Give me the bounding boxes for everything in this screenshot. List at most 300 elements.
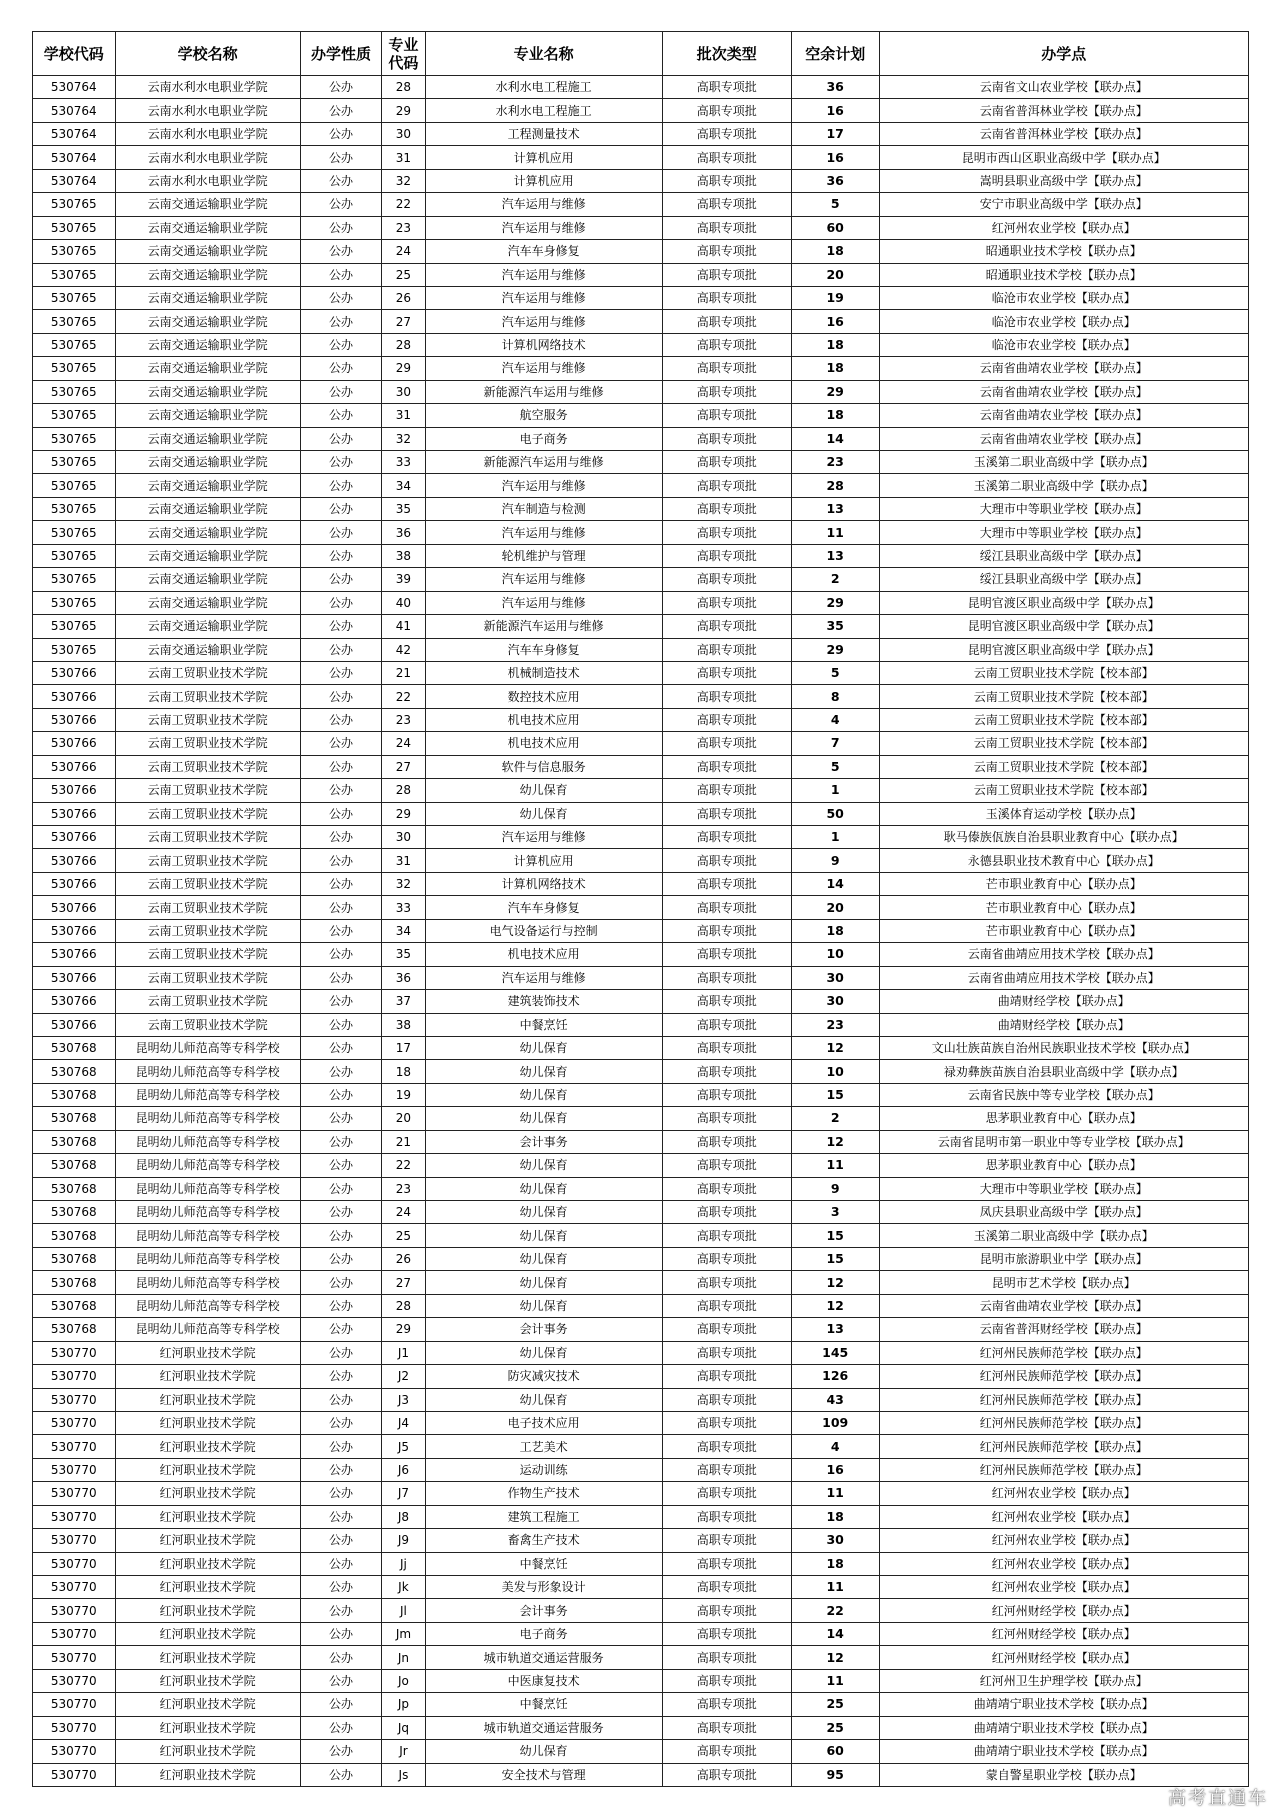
table-row [33,1365,1249,1388]
cell-vacancy: 20 [791,896,879,919]
cell-major-code: 42 [382,638,425,661]
cell-school-code: 530768 [33,1247,116,1270]
cell-campus: 云南工贸职业技术学院【校本部】 [879,779,1248,802]
table-row [33,1458,1249,1481]
table-header-row [33,32,1249,76]
cell-campus: 曲靖靖宁职业技术学校【联办点】 [879,1693,1248,1716]
table-row [33,1552,1249,1575]
cell-school-code: 530770 [33,1552,116,1575]
cell-batch: 高职专项批 [662,310,791,333]
cell-vacancy: 18 [791,1552,879,1575]
cell-school-name: 云南交通运输职业学院 [115,380,300,403]
cell-nature: 公办 [300,497,381,520]
cell-school-code: 530766 [33,943,116,966]
cell-vacancy: 29 [791,380,879,403]
cell-school-name: 昆明幼儿师范高等专科学校 [115,1271,300,1294]
cell-major-name: 计算机应用 [425,146,662,169]
cell-major-name: 轮机维护与管理 [425,544,662,567]
cell-major-code: 29 [382,1318,425,1341]
cell-vacancy: 15 [791,1224,879,1247]
cell-vacancy: 12 [791,1036,879,1059]
cell-school-code: 530765 [33,497,116,520]
cell-major-name: 运动训练 [425,1458,662,1481]
cell-school-name: 云南交通运输职业学院 [115,591,300,614]
cell-major-code: 27 [382,1271,425,1294]
cell-major-code: Jp [382,1693,425,1716]
table-row [33,1693,1249,1716]
table-row [33,1271,1249,1294]
table-row [33,802,1249,825]
cell-batch: 高职专项批 [662,1388,791,1411]
cell-nature: 公办 [300,1482,381,1505]
cell-major-code: 37 [382,990,425,1013]
cell-nature: 公办 [300,1271,381,1294]
table-row [33,1318,1249,1341]
table-row [33,826,1249,849]
table-row [33,1130,1249,1153]
table-row [33,451,1249,474]
cell-nature: 公办 [300,474,381,497]
cell-school-name: 云南交通运输职业学院 [115,357,300,380]
table-row [33,263,1249,286]
cell-major-name: 计算机应用 [425,169,662,192]
cell-batch: 高职专项批 [662,1482,791,1505]
cell-campus: 云南省昆明市第一职业中等专业学校【联办点】 [879,1130,1248,1153]
cell-campus: 蒙自警星职业学校【联办点】 [879,1763,1248,1786]
cell-vacancy: 20 [791,263,879,286]
cell-vacancy: 145 [791,1341,879,1364]
cell-campus: 芒市职业教育中心【联办点】 [879,872,1248,895]
cell-school-code: 530770 [33,1365,116,1388]
table-row [33,146,1249,169]
cell-school-name: 云南工贸职业技术学院 [115,990,300,1013]
header-school-code: 学校代码 [33,32,116,76]
cell-major-code: 32 [382,872,425,895]
cell-campus: 云南工贸职业技术学院【校本部】 [879,661,1248,684]
cell-major-code: 27 [382,310,425,333]
cell-vacancy: 18 [791,357,879,380]
cell-batch: 高职专项批 [662,896,791,919]
table-row [33,568,1249,591]
cell-vacancy: 13 [791,544,879,567]
cell-major-name: 汽车运用与维修 [425,591,662,614]
cell-vacancy: 7 [791,732,879,755]
cell-vacancy: 35 [791,615,879,638]
cell-vacancy: 12 [791,1646,879,1669]
cell-major-code: 18 [382,1060,425,1083]
cell-campus: 昆明官渡区职业高级中学【联办点】 [879,591,1248,614]
cell-major-name: 汽车运用与维修 [425,286,662,309]
cell-school-code: 530768 [33,1083,116,1106]
cell-school-code: 530765 [33,404,116,427]
cell-school-code: 530765 [33,544,116,567]
table-row [33,427,1249,450]
cell-batch: 高职专项批 [662,1130,791,1153]
cell-batch: 高职专项批 [662,1107,791,1130]
cell-major-code: 29 [382,99,425,122]
cell-campus: 文山壮族苗族自治州民族职业技术学校【联办点】 [879,1036,1248,1059]
cell-batch: 高职专项批 [662,802,791,825]
cell-campus: 红河州民族师范学校【联办点】 [879,1458,1248,1481]
cell-batch: 高职专项批 [662,990,791,1013]
table-row [33,122,1249,145]
table-row [33,380,1249,403]
cell-major-code: 21 [382,661,425,684]
cell-batch: 高职专项批 [662,615,791,638]
table-row [33,1599,1249,1622]
cell-campus: 云南工贸职业技术学院【校本部】 [879,732,1248,755]
cell-nature: 公办 [300,872,381,895]
cell-school-name: 云南交通运输职业学院 [115,216,300,239]
cell-school-name: 云南交通运输职业学院 [115,474,300,497]
cell-batch: 高职专项批 [662,1060,791,1083]
cell-vacancy: 12 [791,1294,879,1317]
table-row [33,544,1249,567]
cell-major-name: 机械制造技术 [425,661,662,684]
cell-campus: 玉溪体育运动学校【联办点】 [879,802,1248,825]
cell-batch: 高职专项批 [662,427,791,450]
cell-batch: 高职专项批 [662,451,791,474]
cell-nature: 公办 [300,1599,381,1622]
table-row [33,1154,1249,1177]
cell-campus: 云南工贸职业技术学院【校本部】 [879,685,1248,708]
cell-batch: 高职专项批 [662,1458,791,1481]
cell-school-name: 红河职业技术学院 [115,1716,300,1739]
cell-major-code: 20 [382,1107,425,1130]
cell-school-name: 昆明幼儿师范高等专科学校 [115,1247,300,1270]
cell-nature: 公办 [300,263,381,286]
header-batch: 批次类型 [662,32,791,76]
cell-school-name: 云南交通运输职业学院 [115,310,300,333]
cell-school-name: 红河职业技术学院 [115,1388,300,1411]
cell-campus: 昭通职业技术学校【联办点】 [879,263,1248,286]
header-campus: 办学点 [879,32,1248,76]
header-major-code-line2: 代码 [388,53,419,72]
cell-campus: 云南省普洱林业学校【联办点】 [879,122,1248,145]
cell-school-name: 昆明幼儿师范高等专科学校 [115,1177,300,1200]
cell-campus: 临沧市农业学校【联办点】 [879,333,1248,356]
cell-major-code: J6 [382,1458,425,1481]
cell-school-name: 昆明幼儿师范高等专科学校 [115,1083,300,1106]
cell-school-code: 530765 [33,286,116,309]
table-row [33,732,1249,755]
cell-school-code: 530765 [33,474,116,497]
cell-school-name: 红河职业技术学院 [115,1529,300,1552]
cell-nature: 公办 [300,1740,381,1763]
cell-nature: 公办 [300,685,381,708]
cell-school-code: 530768 [33,1224,116,1247]
cell-major-name: 城市轨道交通运营服务 [425,1646,662,1669]
cell-batch: 高职专项批 [662,732,791,755]
cell-school-name: 云南交通运输职业学院 [115,638,300,661]
cell-vacancy: 109 [791,1411,879,1434]
cell-nature: 公办 [300,1083,381,1106]
cell-major-code: 35 [382,943,425,966]
table-row [33,1013,1249,1036]
cell-vacancy: 30 [791,990,879,1013]
table-row [33,1576,1249,1599]
cell-campus: 昭通职业技术学校【联办点】 [879,240,1248,263]
cell-major-code: 24 [382,1201,425,1224]
table-row [33,1177,1249,1200]
cell-major-name: 电子商务 [425,1622,662,1645]
cell-major-name: 汽车运用与维修 [425,310,662,333]
cell-vacancy: 9 [791,1177,879,1200]
cell-campus: 昆明官渡区职业高级中学【联办点】 [879,638,1248,661]
cell-nature: 公办 [300,826,381,849]
cell-school-code: 530766 [33,966,116,989]
table-row [33,99,1249,122]
cell-school-code: 530770 [33,1482,116,1505]
cell-major-name: 汽车运用与维修 [425,521,662,544]
cell-major-name: 汽车运用与维修 [425,193,662,216]
cell-school-name: 红河职业技术学院 [115,1763,300,1786]
cell-school-name: 云南水利水电职业学院 [115,169,300,192]
cell-campus: 云南省普洱林业学校【联办点】 [879,99,1248,122]
cell-school-code: 530764 [33,146,116,169]
cell-campus: 云南省曲靖农业学校【联办点】 [879,404,1248,427]
cell-campus: 玉溪第二职业高级中学【联办点】 [879,1224,1248,1247]
cell-major-code: 17 [382,1036,425,1059]
cell-school-name: 云南交通运输职业学院 [115,568,300,591]
cell-major-code: Jj [382,1552,425,1575]
cell-major-name: 机电技术应用 [425,943,662,966]
cell-major-code: 21 [382,1130,425,1153]
cell-nature: 公办 [300,99,381,122]
table-row [33,1388,1249,1411]
table-row [33,357,1249,380]
cell-nature: 公办 [300,1529,381,1552]
cell-nature: 公办 [300,591,381,614]
table-row [33,240,1249,263]
cell-school-name: 云南工贸职业技术学院 [115,966,300,989]
table-row [33,591,1249,614]
cell-vacancy: 10 [791,943,879,966]
header-major-code-line1: 专业 [388,35,419,54]
cell-batch: 高职专项批 [662,1646,791,1669]
header-major-code [382,32,425,76]
cell-major-name: 新能源汽车运用与维修 [425,451,662,474]
cell-vacancy: 95 [791,1763,879,1786]
cell-major-name: 计算机应用 [425,849,662,872]
cell-vacancy: 29 [791,591,879,614]
table-row [33,333,1249,356]
cell-major-code: 25 [382,1224,425,1247]
cell-school-code: 530768 [33,1130,116,1153]
cell-major-code: 32 [382,169,425,192]
cell-vacancy: 23 [791,1013,879,1036]
cell-batch: 高职专项批 [662,1763,791,1786]
cell-major-name: 建筑工程施工 [425,1505,662,1528]
cell-batch: 高职专项批 [662,544,791,567]
cell-nature: 公办 [300,1716,381,1739]
cell-campus: 昆明官渡区职业高级中学【联办点】 [879,615,1248,638]
cell-nature: 公办 [300,779,381,802]
cell-school-name: 云南工贸职业技术学院 [115,779,300,802]
cell-batch: 高职专项批 [662,568,791,591]
cell-school-code: 530765 [33,310,116,333]
cell-nature: 公办 [300,122,381,145]
cell-school-code: 530764 [33,122,116,145]
cell-major-name: 中餐烹饪 [425,1013,662,1036]
cell-school-code: 530770 [33,1411,116,1434]
cell-nature: 公办 [300,1036,381,1059]
cell-nature: 公办 [300,333,381,356]
table-row [33,193,1249,216]
cell-batch: 高职专项批 [662,76,791,99]
cell-vacancy: 16 [791,99,879,122]
table-row [33,1294,1249,1317]
cell-school-name: 昆明幼儿师范高等专科学校 [115,1036,300,1059]
cell-major-code: 28 [382,76,425,99]
cell-major-name: 水利水电工程施工 [425,99,662,122]
cell-nature: 公办 [300,1154,381,1177]
cell-school-name: 红河职业技术学院 [115,1693,300,1716]
cell-vacancy: 16 [791,310,879,333]
table-row [33,1411,1249,1434]
cell-school-code: 530768 [33,1107,116,1130]
cell-major-name: 幼儿保育 [425,802,662,825]
cell-campus: 红河州民族师范学校【联办点】 [879,1365,1248,1388]
cell-batch: 高职专项批 [662,169,791,192]
cell-batch: 高职专项批 [662,1013,791,1036]
cell-campus: 昆明市西山区职业高级中学【联办点】 [879,146,1248,169]
cell-major-code: 30 [382,380,425,403]
cell-nature: 公办 [300,76,381,99]
table-row [33,310,1249,333]
cell-school-name: 云南交通运输职业学院 [115,497,300,520]
cell-vacancy: 3 [791,1201,879,1224]
cell-major-name: 幼儿保育 [425,1177,662,1200]
cell-batch: 高职专项批 [662,1552,791,1575]
cell-major-code: 31 [382,404,425,427]
cell-school-code: 530765 [33,333,116,356]
cell-major-name: 软件与信息服务 [425,755,662,778]
cell-school-code: 530770 [33,1599,116,1622]
cell-batch: 高职专项批 [662,661,791,684]
cell-major-code: 23 [382,1177,425,1200]
cell-major-name: 汽车车身修复 [425,896,662,919]
cell-nature: 公办 [300,286,381,309]
cell-nature: 公办 [300,1224,381,1247]
cell-school-name: 红河职业技术学院 [115,1411,300,1434]
cell-campus: 大理市中等职业学校【联办点】 [879,521,1248,544]
cell-school-code: 530766 [33,1013,116,1036]
cell-campus: 禄劝彝族苗族自治县职业高级中学【联办点】 [879,1060,1248,1083]
cell-vacancy: 8 [791,685,879,708]
cell-batch: 高职专项批 [662,1247,791,1270]
cell-school-name: 云南水利水电职业学院 [115,76,300,99]
cell-school-name: 昆明幼儿师范高等专科学校 [115,1201,300,1224]
table-row [33,779,1249,802]
table-row [33,661,1249,684]
cell-batch: 高职专项批 [662,826,791,849]
cell-batch: 高职专项批 [662,1201,791,1224]
table-row [33,1529,1249,1552]
cell-nature: 公办 [300,240,381,263]
cell-major-name: 电子商务 [425,427,662,450]
cell-major-code: 28 [382,1294,425,1317]
cell-school-name: 红河职业技术学院 [115,1599,300,1622]
cell-school-name: 云南工贸职业技术学院 [115,919,300,942]
cell-major-code: 31 [382,849,425,872]
cell-vacancy: 12 [791,1130,879,1153]
cell-school-code: 530770 [33,1763,116,1786]
table-row [33,1107,1249,1130]
cell-nature: 公办 [300,1669,381,1692]
cell-major-code: Jk [382,1576,425,1599]
cell-school-code: 530764 [33,76,116,99]
cell-campus: 曲靖靖宁职业技术学校【联办点】 [879,1716,1248,1739]
cell-batch: 高职专项批 [662,1599,791,1622]
cell-school-name: 云南交通运输职业学院 [115,286,300,309]
table-row [33,1036,1249,1059]
cell-major-name: 作物生产技术 [425,1482,662,1505]
table-row [33,1505,1249,1528]
cell-school-code: 530768 [33,1154,116,1177]
cell-school-code: 530768 [33,1201,116,1224]
cell-school-name: 昆明幼儿师范高等专科学校 [115,1294,300,1317]
cell-batch: 高职专项批 [662,943,791,966]
cell-school-name: 红河职业技术学院 [115,1740,300,1763]
cell-school-name: 云南交通运输职业学院 [115,193,300,216]
cell-major-name: 汽车制造与检测 [425,497,662,520]
cell-nature: 公办 [300,1388,381,1411]
cell-school-code: 530765 [33,521,116,544]
cell-vacancy: 28 [791,474,879,497]
cell-nature: 公办 [300,990,381,1013]
cell-batch: 高职专项批 [662,1365,791,1388]
cell-school-code: 530765 [33,240,116,263]
cell-major-name: 幼儿保育 [425,1107,662,1130]
cell-school-code: 530766 [33,685,116,708]
cell-school-code: 530765 [33,591,116,614]
cell-major-code: 36 [382,521,425,544]
cell-batch: 高职专项批 [662,1716,791,1739]
cell-school-code: 530764 [33,99,116,122]
cell-batch: 高职专项批 [662,333,791,356]
header-major-name: 专业名称 [425,32,662,76]
cell-major-code: 29 [382,802,425,825]
cell-school-name: 红河职业技术学院 [115,1622,300,1645]
cell-school-name: 红河职业技术学院 [115,1552,300,1575]
cell-school-name: 云南工贸职业技术学院 [115,685,300,708]
cell-campus: 红河州农业学校【联办点】 [879,1576,1248,1599]
cell-campus: 红河州财经学校【联办点】 [879,1599,1248,1622]
table-row [33,615,1249,638]
cell-school-name: 云南工贸职业技术学院 [115,732,300,755]
table-row [33,1622,1249,1645]
cell-campus: 红河州农业学校【联办点】 [879,1482,1248,1505]
cell-major-name: 幼儿保育 [425,1740,662,1763]
cell-nature: 公办 [300,1341,381,1364]
cell-batch: 高职专项批 [662,286,791,309]
cell-major-code: Jl [382,1599,425,1622]
cell-major-code: 19 [382,1083,425,1106]
cell-nature: 公办 [300,146,381,169]
cell-major-code: 35 [382,497,425,520]
table-row [33,216,1249,239]
cell-vacancy: 22 [791,1599,879,1622]
cell-vacancy: 14 [791,872,879,895]
cell-batch: 高职专项批 [662,1693,791,1716]
cell-vacancy: 12 [791,1271,879,1294]
cell-school-code: 530766 [33,755,116,778]
cell-vacancy: 5 [791,661,879,684]
cell-major-name: 数控技术应用 [425,685,662,708]
table-row [33,1060,1249,1083]
cell-campus: 嵩明县职业高级中学【联办点】 [879,169,1248,192]
